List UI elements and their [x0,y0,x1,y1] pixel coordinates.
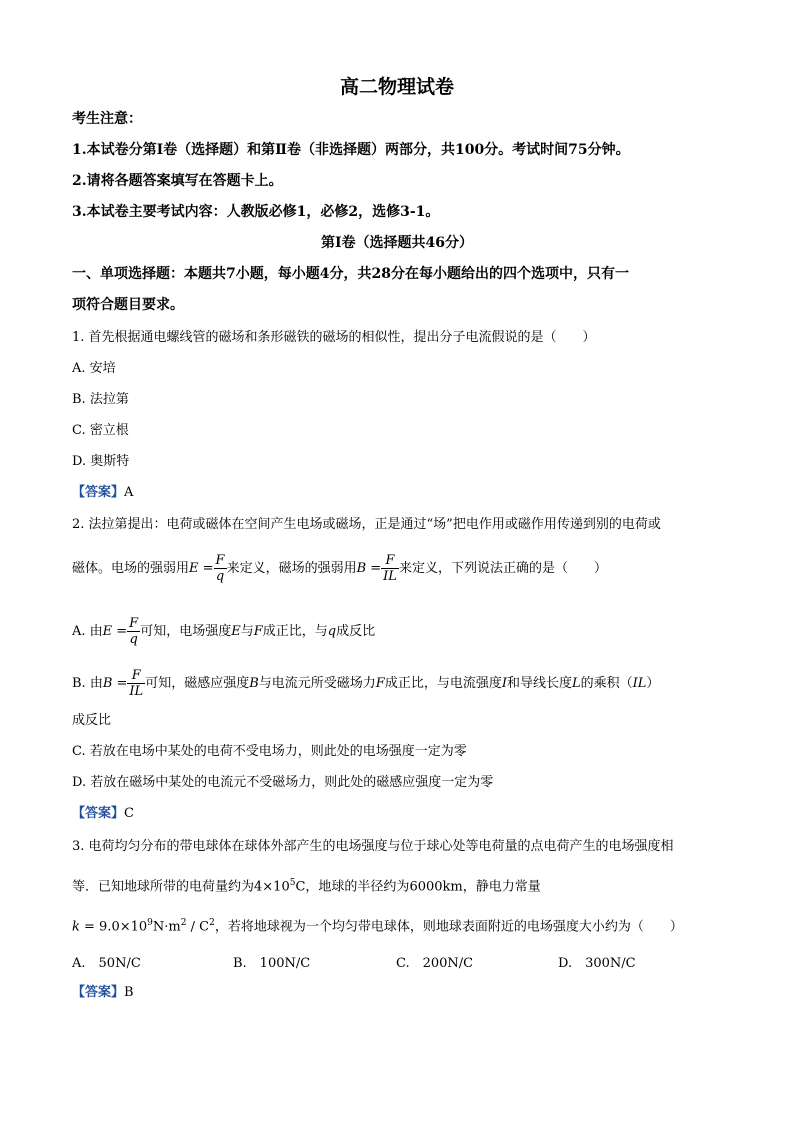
fraction-f-over-il [381,553,399,584]
notice-heading: 考生注意： [72,111,142,127]
q1-option-c: C. 密立根 [72,423,129,438]
denominator: IL [129,684,144,699]
math-unit: C [295,879,306,895]
answer-value: B [124,985,134,1000]
q2-answer [72,805,134,823]
text: ，若将地球视为一个均匀带电球体，则地球表面附近的电场强度大小约为（ ） [214,919,683,935]
q2-option-c: C. 若放在电场中某处的电荷不受电场力，则此处的电场强度一定为零 [72,744,467,759]
answer-label: 【答案】 [72,985,125,1000]
text: ，静电力常量 [462,879,541,895]
q1-option-a: A. 安培 [72,361,116,376]
math-unit: / C [186,919,210,935]
math-symbol: q [327,624,337,639]
numerator: F [215,553,225,568]
text: 与 [240,624,254,639]
q3-option-d: D. 300N/C [558,956,636,971]
exam-title: 高二物理试卷 [339,76,454,98]
text: 可知，电场强度 [140,624,232,639]
math-symbol: F [375,676,385,691]
answer-label: 【答案】 [72,806,125,821]
math-symbol: IL [632,676,647,691]
q3-stem-line1: 3. 电荷均匀分布的带电球体在球体外部产生的电场强度与位于球心处等电荷量的点电荷产生的电场强度相 [72,839,674,854]
q1-stem: 1. 首先根据通电螺线管的磁场和条形磁铁的磁场的相似性，提出分子电流假说的是（ ） [72,330,596,345]
q3-stem-line3 [72,914,683,936]
q3-option-a: A. 50N/C [72,956,141,971]
answer-value: A [124,485,134,500]
q3-stem-line2 [72,874,541,896]
math-symbol: L [571,676,581,691]
q3-option-b: B. 100N/C [233,956,311,971]
math-symbol: E = [102,624,128,639]
q2-option-a [72,613,375,651]
numerator: F [381,553,399,569]
text: B. 由 [72,676,103,691]
part1-heading: 第Ⅰ卷（选择题共46分） [320,235,474,251]
q2-option-b-line2: 成反比 [72,713,112,728]
notice-item-3: 3.本试卷主要考试内容：人教版必修1，必修2，选修3-1。 [72,204,440,220]
text: 磁体。电场的强弱用 [72,561,190,576]
math-symbol: E = [189,561,214,576]
fraction-f-over-q [127,616,140,647]
text: 成正比，与电流强度 [384,676,502,691]
text: 来定义，磁场的强弱用 [226,561,357,576]
math-exponent: 2 [209,918,215,928]
answer-label: 【答案】 [72,485,125,500]
text: 来定义，下列说法正确的是（ ） [398,561,607,576]
answer-value: C [124,806,134,821]
text: A. 由 [72,624,103,639]
notice-item-1: 1.本试卷分第Ⅰ卷（选择题）和第Ⅱ卷（非选择题）两部分，共100分。考试时间75分钟。 [72,142,630,158]
math-symbol: B = [102,676,128,691]
text: 等．已知地球所带的电荷量约为 [72,879,255,895]
math-symbol: E [231,624,241,639]
denominator: IL [383,569,397,584]
fraction-f-over-il [127,668,145,699]
math-exponent: 9 [147,918,153,928]
numerator: F [129,616,139,631]
text: 成反比 [336,624,376,639]
text: 和导线长度 [506,676,572,691]
math-value: 6000km [409,879,463,895]
q1-option-b: B. 法拉第 [72,392,129,407]
math-exponent: 2 [180,918,187,928]
q2-option-d: D. 若放在磁场中某处的电流元不受磁场力，则此处的磁感应强度一定为零 [72,775,494,790]
text: 可知，磁感应强度 [145,676,250,691]
notice-item-2: 2.请将各题答案填写在答题卡上。 [72,173,283,189]
q3-option-c: C. 200N/C [396,956,474,971]
math-unit: N·m [152,919,181,935]
q1-answer [72,484,133,502]
math-symbol: F [253,624,263,639]
fraction-f-over-q [214,553,227,584]
math-symbol: B = [356,561,382,576]
text: ） [646,676,660,691]
q1-option-d: D. 奥斯特 [72,454,130,469]
text: 与电流元所受磁场力 [258,676,376,691]
numerator: F [127,668,145,684]
denominator: q [129,632,138,647]
q2-stem-line2 [72,550,607,588]
math-symbol: B [249,676,259,691]
text: ，地球的半径约为 [305,879,410,895]
math-symbol: I [501,676,507,691]
q2-stem-line1: 2. 法拉第提出：电荷或磁体在空间产生电场或磁场，正是通过“场”把电作用或磁作用传递到别的电荷或 [72,517,661,532]
math-value: 4×10 [254,879,290,895]
text: 成正比，与 [262,624,328,639]
math-exponent: 5 [289,878,296,888]
q2-option-b [72,665,659,703]
text: 的乘积（ [580,676,633,691]
section1-line2: 项符合题目要求。 [72,297,184,313]
q3-answer [72,984,134,1002]
section1-line1: 一、单项选择题：本题共7小题，每小题4分，共28分在每小题给出的四个选项中，只有一 [72,266,629,282]
denominator: q [215,569,225,584]
math-symbol: k [72,919,80,935]
math-value: = 9.0×10 [79,919,148,935]
